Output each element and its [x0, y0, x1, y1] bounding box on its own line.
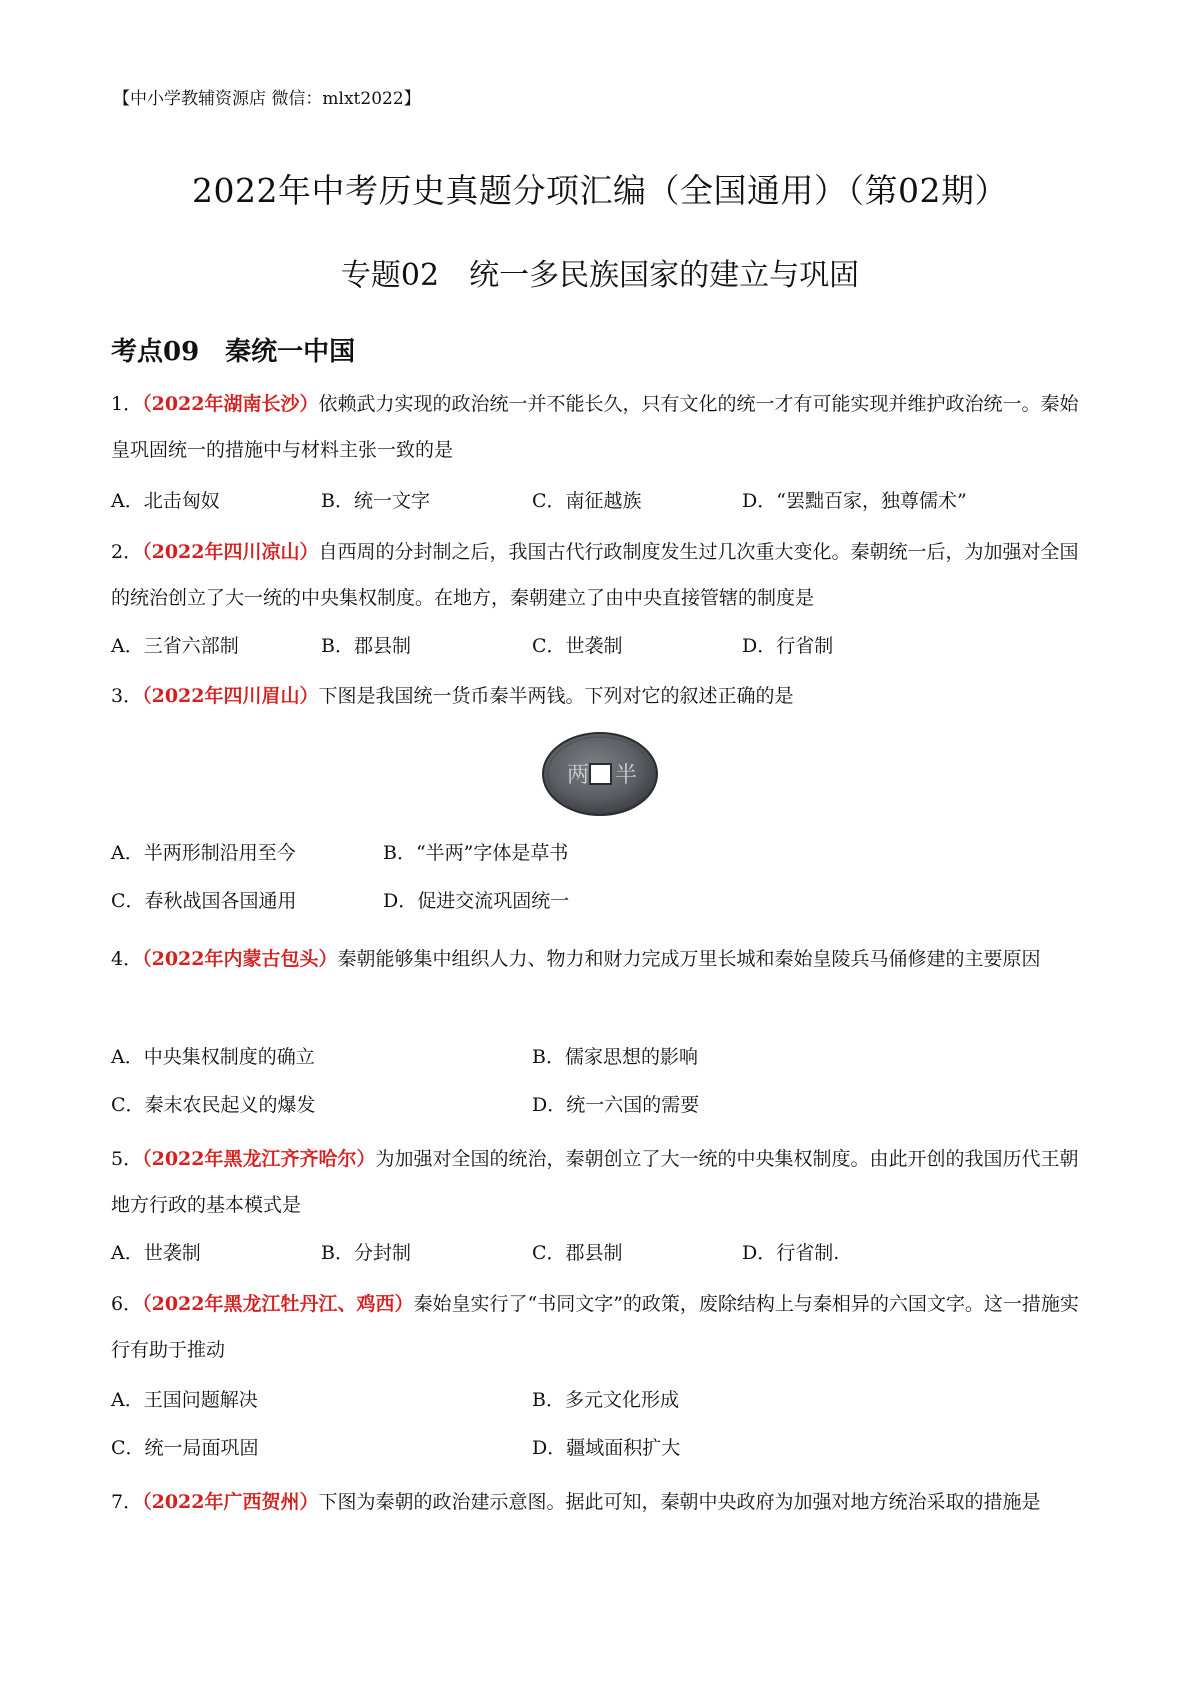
question-text: 秦朝能够集中组织人力、物力和财力完成万里长城和秦始皇陵兵马俑修建的主要原因 [337, 948, 1041, 970]
option-d: D．行省制 [742, 635, 834, 657]
question-source: （2022年内蒙古包头） [142, 948, 338, 970]
question-text: 下图是我国统一货币秦半两钱。下列对它的叙述正确的是 [318, 685, 794, 707]
question-6 [111, 1281, 1096, 1373]
option-a: A．北击匈奴 [111, 490, 220, 512]
option-c: C．郡县制 [532, 1242, 623, 1264]
question-number: 4． [111, 948, 143, 970]
question-source: （2022年四川眉山） [142, 685, 319, 707]
option-d: D．行省制. [742, 1242, 840, 1264]
option-a: A．半两形制沿用至今 [111, 842, 296, 864]
question-text: 自西周的分封制之后，我国古代行政制度发生过几次重大变化。秦朝统一后，为加强对全国的统治创立了大一统的中央集权制度。在地方，秦朝建立了由中央直接管辖的制度是 [111, 541, 1079, 609]
question-4 [111, 936, 1096, 982]
question-source: （2022年黑龙江齐齐哈尔） [142, 1148, 376, 1170]
question-5 [111, 1136, 1096, 1228]
option-b: B．“半两”字体是草书 [383, 842, 569, 864]
option-c: C．统一局面巩固 [111, 1437, 259, 1459]
question-number: 1． [111, 393, 143, 415]
option-a: A．三省六部制 [111, 635, 239, 657]
option-b: B．郡县制 [321, 635, 411, 657]
question-2 [111, 529, 1096, 621]
option-b: B．多元文化形成 [532, 1389, 679, 1411]
option-d: D．统一六国的需要 [532, 1094, 700, 1116]
coin-glyph-left: 两 [567, 763, 590, 788]
option-c: C．秦末农民起义的爆发 [111, 1094, 316, 1116]
header-note: 【中小学教辅资源店 微信：mlxt2022】 [113, 89, 421, 109]
question-text: 为加强对全国的统治，秦朝创立了大一统的中央集权制度。由此开创的我国历代王朝地方行政的基本模式是 [111, 1148, 1079, 1216]
option-c: C．南征越族 [532, 490, 642, 512]
option-d: D．“罢黜百家，独尊儒术” [742, 490, 967, 512]
question-source: （2022年广西贺州） [142, 1491, 319, 1513]
option-a: A．中央集权制度的确立 [111, 1046, 315, 1068]
question-3 [111, 673, 1096, 719]
question-number: 6． [111, 1293, 143, 1315]
question-source: （2022年黑龙江牡丹江、鸡西） [142, 1293, 414, 1315]
option-b: B．分封制 [321, 1242, 411, 1264]
option-a: A．世袭制 [111, 1242, 201, 1264]
question-text: 依赖武力实现的政治统一并不能长久，只有文化的统一才有可能实现并维护政治统一。秦始皇巩固统一的措施中与材料主张一致的是 [111, 393, 1079, 461]
question-number: 5． [111, 1148, 143, 1170]
option-d: D．疆域面积扩大 [532, 1437, 681, 1459]
question-1 [111, 381, 1096, 473]
question-number: 2． [111, 541, 143, 563]
question-number: 7． [111, 1491, 143, 1513]
qin-banliang-coin-image [541, 728, 659, 818]
question-number: 3． [111, 685, 143, 707]
option-d: D．促进交流巩固统一 [383, 890, 570, 912]
option-b: B．统一文字 [321, 490, 430, 512]
option-a: A．王国问题解决 [111, 1389, 258, 1411]
question-text: 下图为秦朝的政治建示意图。据此可知，秦朝中央政府为加强对地方统治采取的措施是 [318, 1491, 1041, 1513]
option-c: C．春秋战国各国通用 [111, 890, 297, 912]
page-title: 2022年中考历史真题分项汇编（全国通用）（第02期） [192, 171, 1008, 210]
coin-glyph-right: 半 [615, 763, 638, 788]
coin-icon [541, 728, 659, 818]
page-subtitle: 专题02 统一多民族国家的建立与巩固 [340, 258, 860, 293]
question-7 [111, 1479, 1096, 1525]
question-text: 秦始皇实行了“书同文字”的政策，废除结构上与秦相异的六国文字。这一措施实行有助于推动 [111, 1293, 1079, 1361]
option-c: C．世袭制 [532, 635, 623, 657]
question-source: （2022年四川凉山） [142, 541, 319, 563]
section-title: 考点09 秦统一中国 [111, 337, 356, 367]
question-source: （2022年湖南长沙） [142, 393, 319, 415]
option-b: B．儒家思想的影响 [532, 1046, 698, 1068]
